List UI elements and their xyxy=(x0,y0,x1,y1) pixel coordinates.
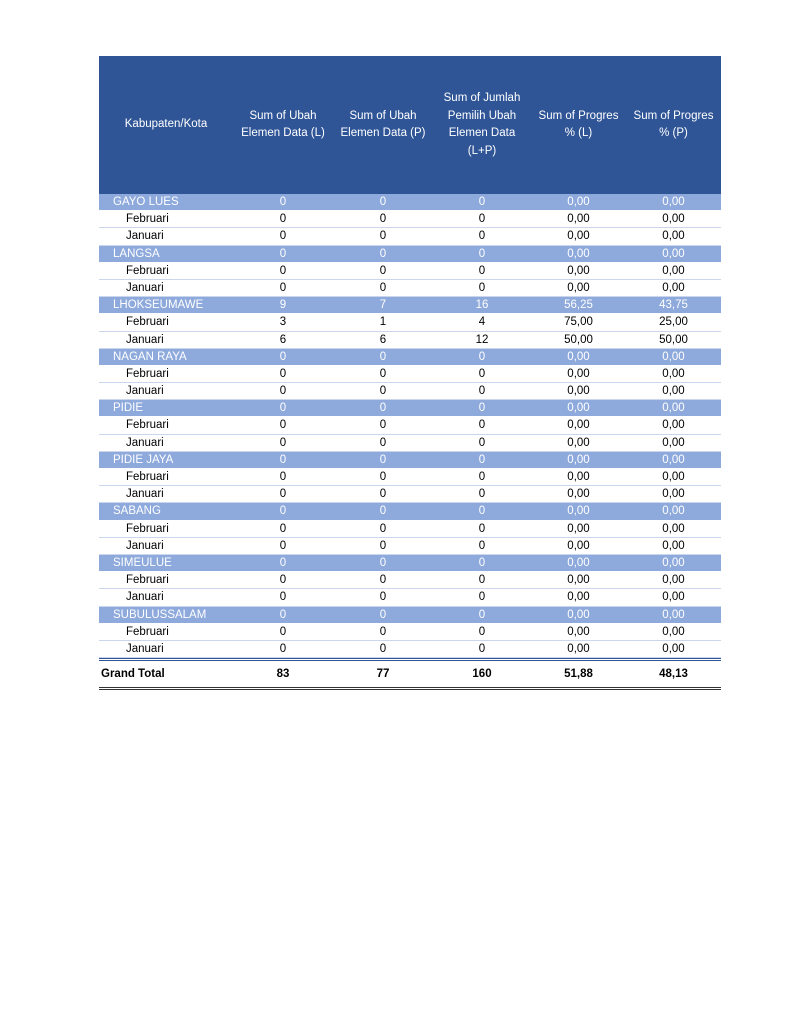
group-cell: 0,00 xyxy=(662,453,685,466)
group-cell: 0,00 xyxy=(662,402,685,415)
table-cell: 0 xyxy=(379,574,387,587)
group-row xyxy=(99,246,721,263)
group-row xyxy=(99,297,721,314)
table-cell: 0,00 xyxy=(567,367,590,380)
group-cell: 16 xyxy=(475,299,489,312)
group-cell: 7 xyxy=(379,299,387,312)
group-cell: 0,00 xyxy=(567,608,590,621)
month-label: Januari xyxy=(126,436,164,449)
table-cell: 0 xyxy=(478,436,486,449)
table-row xyxy=(99,469,721,486)
month-label: Januari xyxy=(126,333,164,346)
group-cell: 0,00 xyxy=(567,196,590,208)
table-cell: 0 xyxy=(279,522,287,535)
table-cell: 0,00 xyxy=(567,591,590,604)
group-row xyxy=(99,503,721,520)
table-cell: 3 xyxy=(279,316,287,329)
grand-total-label: Grand Total xyxy=(101,668,165,681)
table-cell: 0 xyxy=(379,281,387,294)
group-cell: 0,00 xyxy=(662,196,685,208)
table-row xyxy=(99,417,721,434)
table-cell: 0 xyxy=(379,539,387,552)
table-row xyxy=(99,521,721,538)
table-cell: 0,00 xyxy=(567,281,590,294)
table-cell: 0 xyxy=(379,230,387,243)
table-cell: 0 xyxy=(279,591,287,604)
group-cell: 0 xyxy=(478,196,486,208)
table-row xyxy=(99,211,721,228)
month-label: Februari xyxy=(126,522,169,535)
group-cell: 0 xyxy=(478,556,486,569)
month-label: Februari xyxy=(126,264,169,277)
table-row xyxy=(99,486,721,503)
table-cell: 0,00 xyxy=(567,625,590,638)
table-cell: 0 xyxy=(279,574,287,587)
grand-total-value: 83 xyxy=(276,668,290,681)
group-row xyxy=(99,400,721,417)
table-cell: 0,00 xyxy=(567,539,590,552)
month-label: Februari xyxy=(126,471,169,483)
table-cell: 12 xyxy=(475,333,489,346)
table-cell: 0 xyxy=(279,625,287,638)
table-row xyxy=(99,572,721,589)
table-cell: 0 xyxy=(478,591,486,604)
table-row xyxy=(99,228,721,245)
group-cell: 0,00 xyxy=(567,350,590,363)
header-progres-p: Sum of Progres % (P) xyxy=(633,109,714,139)
month-label: Februari xyxy=(126,419,169,432)
table-cell: 0 xyxy=(279,539,287,552)
grand-total-value: 160 xyxy=(472,668,492,681)
grand-total-row-wrap xyxy=(99,658,721,690)
group-label: SABANG xyxy=(113,505,161,518)
table-cell: 0,00 xyxy=(567,385,590,398)
header-jumlah-pemilih: Sum of Jumlah Pemilih Ubah Elemen Data (L+P) xyxy=(443,92,521,157)
table-row xyxy=(99,589,721,606)
group-cell: 0 xyxy=(379,505,387,518)
table-cell: 0 xyxy=(478,642,486,655)
table-cell: 0 xyxy=(478,230,486,243)
group-cell: 0 xyxy=(478,608,486,621)
group-cell: 0,00 xyxy=(662,505,685,518)
table-cell: 0 xyxy=(279,213,287,226)
table-cell: 0 xyxy=(379,642,387,655)
table-cell: 0 xyxy=(279,367,287,380)
table-cell: 0,00 xyxy=(567,436,590,449)
table-cell: 0 xyxy=(379,367,387,380)
group-cell: 56,25 xyxy=(564,299,593,312)
header-ubah-elemen-p: Sum of Ubah Elemen Data (P) xyxy=(340,109,426,139)
group-cell: 0 xyxy=(478,247,486,260)
group-cell: 0,00 xyxy=(662,247,685,260)
table-cell: 0 xyxy=(478,574,486,587)
group-label: SIMEULUE xyxy=(113,556,172,569)
table-cell: 0,00 xyxy=(662,436,685,449)
table-cell: 0,00 xyxy=(567,419,590,432)
group-cell: 0 xyxy=(379,608,387,621)
table-cell: 0 xyxy=(279,230,287,243)
group-label: GAYO LUES xyxy=(113,196,179,208)
table-cell: 0 xyxy=(279,385,287,398)
table-cell: 0 xyxy=(478,419,486,432)
group-label: PIDIE JAYA xyxy=(113,453,174,466)
month-label: Januari xyxy=(126,591,164,604)
table-cell: 0 xyxy=(478,522,486,535)
group-cell: 0 xyxy=(379,350,387,363)
table-cell: 0 xyxy=(478,281,486,294)
table-cell: 0,00 xyxy=(567,471,590,483)
table-row xyxy=(99,624,721,641)
table-cell: 0,00 xyxy=(567,488,590,501)
table-cell: 0 xyxy=(478,625,486,638)
group-cell: 0,00 xyxy=(662,350,685,363)
table-cell: 0,00 xyxy=(567,213,590,226)
table-cell: 25,00 xyxy=(659,316,688,329)
month-label: Februari xyxy=(126,213,169,226)
month-label: Februari xyxy=(126,367,169,380)
table-cell: 0 xyxy=(379,471,387,483)
group-label: NAGAN RAYA xyxy=(113,350,187,363)
month-label: Januari xyxy=(126,642,164,655)
group-cell: 0 xyxy=(478,505,486,518)
month-label: Januari xyxy=(126,488,164,501)
group-row xyxy=(99,555,721,572)
grand-total-value: 48,13 xyxy=(659,668,688,681)
group-row xyxy=(99,452,721,469)
table-row xyxy=(99,366,721,383)
group-cell: 0 xyxy=(279,247,287,260)
group-label: LANGSA xyxy=(113,247,160,260)
table-cell: 0,00 xyxy=(662,625,685,638)
table-cell: 0,00 xyxy=(662,419,685,432)
group-cell: 0 xyxy=(279,556,287,569)
table-cell: 0 xyxy=(379,522,387,535)
table-cell: 0 xyxy=(478,488,486,501)
table-cell: 0,00 xyxy=(662,539,685,552)
table-cell: 0,00 xyxy=(662,264,685,277)
grand-total-value: 51,88 xyxy=(564,668,593,681)
group-cell: 0,00 xyxy=(567,402,590,415)
table-cell: 50,00 xyxy=(659,333,688,346)
group-cell: 0 xyxy=(478,453,486,466)
table-cell: 0 xyxy=(478,471,486,483)
table-cell: 0 xyxy=(279,488,287,501)
table-cell: 0 xyxy=(279,436,287,449)
group-cell: 0 xyxy=(478,402,486,415)
table-cell: 0 xyxy=(379,264,387,277)
table-cell: 0,00 xyxy=(662,488,685,501)
group-cell: 0,00 xyxy=(567,556,590,569)
table-cell: 0 xyxy=(478,264,486,277)
table-cell: 0 xyxy=(478,539,486,552)
table-cell: 0 xyxy=(379,419,387,432)
table-cell: 0 xyxy=(379,436,387,449)
table-cell: 0 xyxy=(279,471,287,483)
table-row xyxy=(99,314,721,331)
table-cell: 6 xyxy=(279,333,287,346)
table-cell: 0,00 xyxy=(662,385,685,398)
pivot-table xyxy=(99,56,721,690)
group-row xyxy=(99,194,721,211)
month-label: Januari xyxy=(126,539,164,552)
group-cell: 0 xyxy=(279,350,287,363)
group-cell: 0 xyxy=(379,402,387,415)
table-row xyxy=(99,332,721,349)
table-cell: 0 xyxy=(478,385,486,398)
table-row xyxy=(99,383,721,400)
table-cell: 0 xyxy=(379,625,387,638)
month-label: Januari xyxy=(126,385,164,398)
group-cell: 9 xyxy=(279,299,287,312)
table-header xyxy=(99,56,721,194)
month-label: Januari xyxy=(126,230,164,243)
group-row xyxy=(99,607,721,624)
header-kabupaten-kota: Kabupaten/Kota xyxy=(124,118,208,131)
table-cell: 6 xyxy=(379,333,387,346)
table-cell: 0,00 xyxy=(662,213,685,226)
table-body xyxy=(99,194,721,658)
table-cell: 0,00 xyxy=(662,642,685,655)
table-cell: 0,00 xyxy=(567,230,590,243)
table-cell: 0,00 xyxy=(567,522,590,535)
month-label: Februari xyxy=(126,574,169,587)
group-cell: 0 xyxy=(478,350,486,363)
table-cell: 0 xyxy=(379,488,387,501)
table-cell: 0 xyxy=(279,642,287,655)
table-row xyxy=(99,435,721,452)
group-cell: 0 xyxy=(379,247,387,260)
table-cell: 0 xyxy=(379,213,387,226)
group-row xyxy=(99,349,721,366)
table-cell: 0 xyxy=(379,385,387,398)
table-cell: 0 xyxy=(279,281,287,294)
table-cell: 0,00 xyxy=(662,522,685,535)
header-ubah-elemen-l: Sum of Ubah Elemen Data (L) xyxy=(241,109,325,139)
group-cell: 43,75 xyxy=(659,299,688,312)
table-cell: 0,00 xyxy=(662,367,685,380)
group-cell: 0 xyxy=(279,402,287,415)
table-row xyxy=(99,538,721,555)
group-label: LHOKSEUMAWE xyxy=(113,299,204,312)
table-cell: 50,00 xyxy=(564,333,593,346)
month-label: Januari xyxy=(126,281,164,294)
group-cell: 0 xyxy=(379,196,387,208)
table-cell: 0,00 xyxy=(662,281,685,294)
table-cell: 0,00 xyxy=(567,574,590,587)
grand-total-row xyxy=(99,661,721,687)
header-progres-l: Sum of Progres % (L) xyxy=(538,109,619,139)
table-cell: 0 xyxy=(279,419,287,432)
table-cell: 0 xyxy=(478,367,486,380)
table-cell: 0,00 xyxy=(567,264,590,277)
month-label: Februari xyxy=(126,625,169,638)
group-cell: 0,00 xyxy=(662,608,685,621)
table-cell: 1 xyxy=(379,316,387,329)
table-cell: 0,00 xyxy=(662,591,685,604)
table-cell: 0,00 xyxy=(662,230,685,243)
table-cell: 75,00 xyxy=(564,316,593,329)
group-cell: 0,00 xyxy=(567,453,590,466)
table-cell: 0 xyxy=(279,264,287,277)
table-row xyxy=(99,280,721,297)
group-cell: 0 xyxy=(279,608,287,621)
table-cell: 0 xyxy=(379,591,387,604)
table-row xyxy=(99,263,721,280)
table-cell: 0 xyxy=(478,213,486,226)
group-label: PIDIE xyxy=(113,402,144,415)
group-cell: 0 xyxy=(379,453,387,466)
group-cell: 0,00 xyxy=(662,556,685,569)
group-cell: 0,00 xyxy=(567,505,590,518)
group-cell: 0 xyxy=(379,556,387,569)
table-cell: 0,00 xyxy=(662,471,685,483)
table-cell: 0,00 xyxy=(662,574,685,587)
group-cell: 0 xyxy=(279,505,287,518)
table-cell: 0,00 xyxy=(567,642,590,655)
group-label: SUBULUSSALAM xyxy=(113,608,207,621)
grand-total-value: 77 xyxy=(376,668,390,681)
table-row xyxy=(99,641,721,658)
group-cell: 0,00 xyxy=(567,247,590,260)
table-cell: 4 xyxy=(478,316,486,329)
group-cell: 0 xyxy=(279,196,287,208)
group-cell: 0 xyxy=(279,453,287,466)
month-label: Februari xyxy=(126,316,169,329)
